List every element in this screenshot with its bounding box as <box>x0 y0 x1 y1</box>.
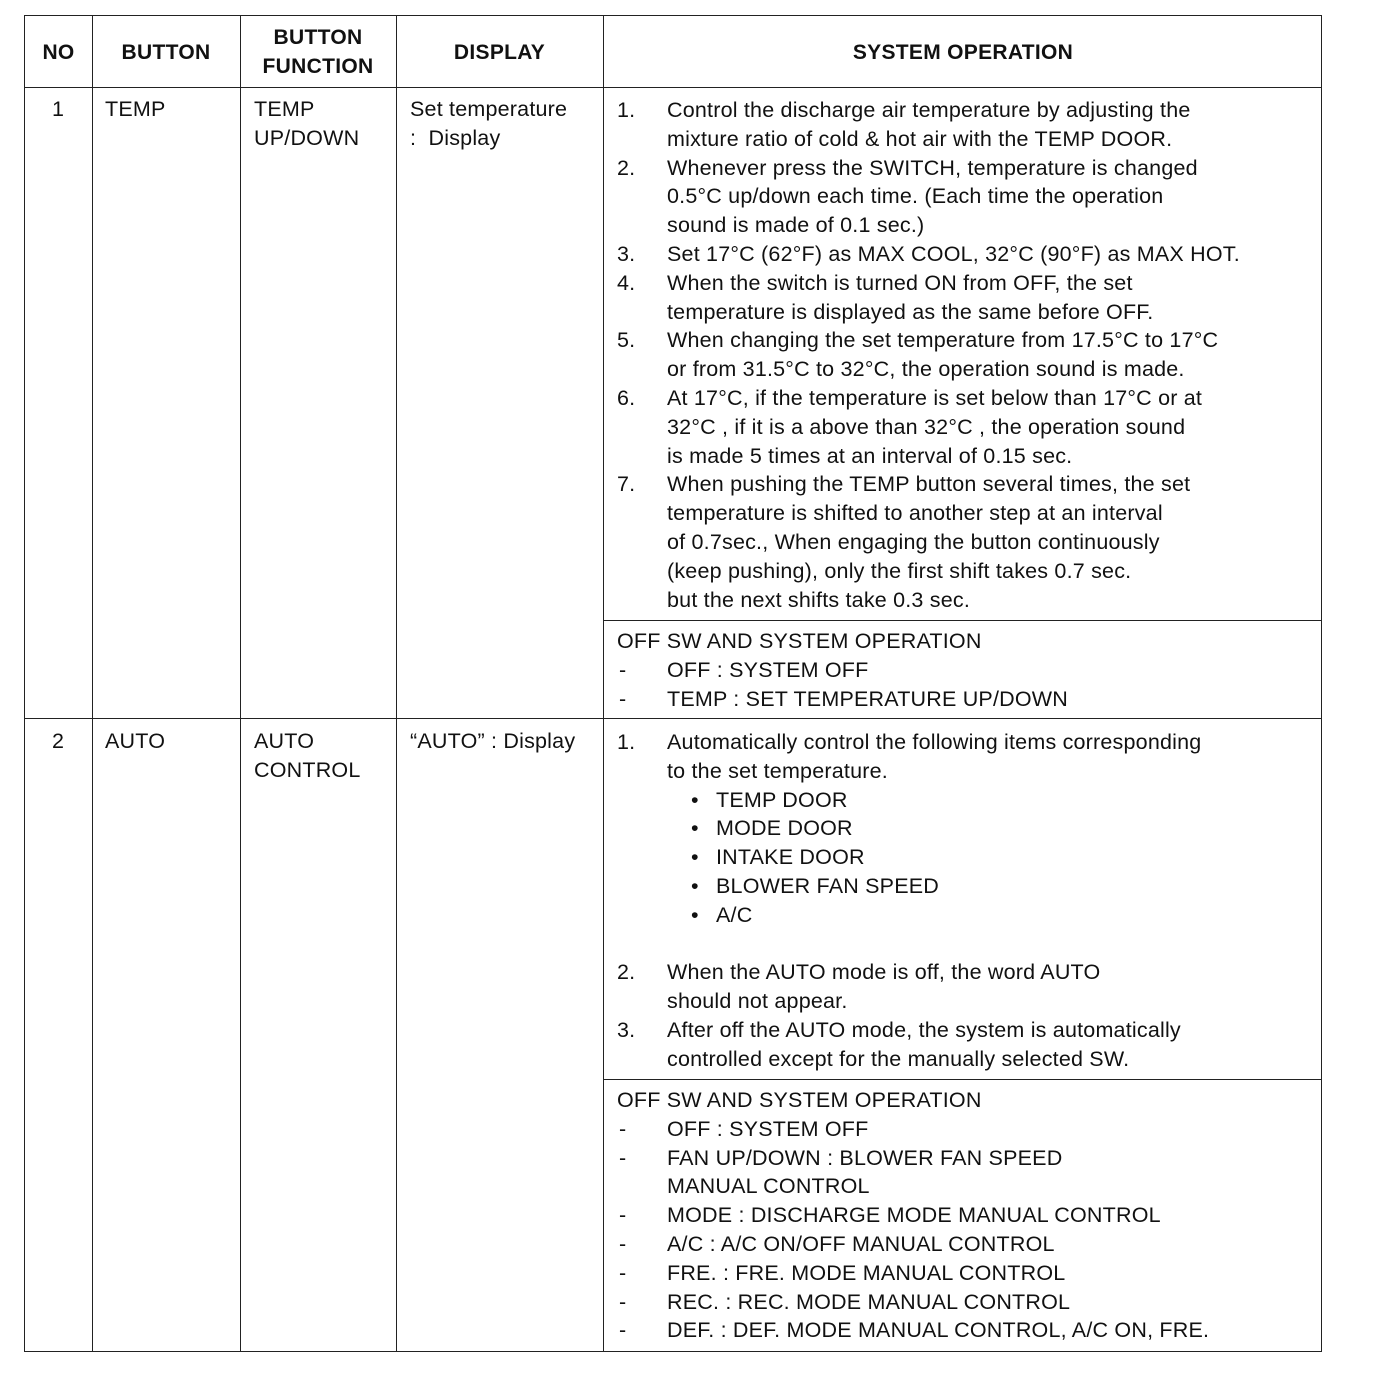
header-button-function: BUTTON FUNCTION <box>262 26 374 78</box>
row1-off-sw-section <box>617 627 1068 713</box>
header-no: NO <box>42 40 75 64</box>
operation-table <box>24 15 1322 1352</box>
col-divider <box>603 16 604 1351</box>
list-item: 1. Control the discharge air temperature by adjusting the mixture ratio of cold & hot air with the TEMP DOOR. <box>617 98 1191 151</box>
off-sw-title: OFF SW AND SYSTEM OPERATION <box>617 629 982 653</box>
list-item: - A/C : A/C ON/OFF MANUAL CONTROL <box>619 1231 1055 1256</box>
list-item: - FAN UP/DOWN : BLOWER FAN SPEED MANUAL CONTROL <box>619 1145 1063 1199</box>
list-item: 7. When pushing the TEMP button several times, the set temperature is shifted to another step at an interval of 0.7sec., When engaging the button continuously (keep pushing), only the first shift takes 0.7 sec. but the next shifts take 0.3 sec. <box>617 472 1191 612</box>
off-sw-list <box>617 656 1068 714</box>
col-divider <box>240 16 241 1351</box>
row2-no: 2 <box>52 729 65 753</box>
row2-function: AUTO CONTROL <box>254 729 361 782</box>
list-item: 4. When the switch is turned ON from OFF, the set temperature is displayed as the same before OFF. <box>617 270 1154 324</box>
list-item: - TEMP : SET TEMPERATURE UP/DOWN <box>619 686 1069 711</box>
off-sw-title: OFF SW AND SYSTEM OPERATION <box>617 1088 982 1112</box>
col-divider <box>396 16 397 1351</box>
off-sw-list <box>617 1115 1209 1345</box>
list-item: 3. After off the AUTO mode, the system is automatically controlled except for the manually selected SW. <box>617 1017 1181 1071</box>
list-item: - DEF. : DEF. MODE MANUAL CONTROL, A/C ON, FRE. <box>619 1318 1210 1343</box>
list-item: - OFF : SYSTEM OFF <box>619 657 869 682</box>
bullet-item: • BLOWER FAN SPEED <box>691 873 940 898</box>
list-item: 2. When the AUTO mode is off, the word AUTO should not appear. <box>617 960 1101 1014</box>
list-item: 3. Set 17°C (62°F) as MAX COOL, 32°C (90°F) as MAX HOT. <box>617 241 1240 266</box>
bullet-item: • TEMP DOOR <box>691 787 848 812</box>
row2-operation-list <box>617 728 1201 1074</box>
row1-operation-list <box>617 96 1240 614</box>
list-item: 1. Automatically control the following items corresponding to the set temperature. • TEMP DOOR • MODE DOOR • INTAKE DOOR • BLOWER FAN SPEED • A/C <box>617 728 1201 958</box>
list-item: - REC. : REC. MODE MANUAL CONTROL <box>619 1289 1071 1314</box>
row1-no: 1 <box>52 97 65 121</box>
list-item: - FRE. : FRE. MODE MANUAL CONTROL <box>619 1260 1066 1285</box>
section-divider <box>603 620 1321 621</box>
list-item: 5. When changing the set temperature from 17.5°C to 17°C or from 31.5°C to 32°C, the operation sound is made. <box>617 328 1219 382</box>
list-item: - MODE : DISCHARGE MODE MANUAL CONTROL <box>619 1203 1161 1228</box>
header-display: DISPLAY <box>453 40 546 64</box>
list-item: - OFF : SYSTEM OFF <box>619 1116 869 1141</box>
bullet-item: • MODE DOOR <box>691 816 853 841</box>
row2-off-sw-section <box>617 1086 1209 1345</box>
list-item: 6. At 17°C, if the temperature is set below than 17°C or at 32°C , if it is a above than 32°C , the operation sound is made 5 times at an interval of 0.15 sec. <box>617 385 1203 468</box>
row1-display: Set temperature : Display <box>410 97 568 150</box>
list-item: 2. Whenever press the SWITCH, temperature is changed 0.5°C up/down each time. (Each time the operation sound is made of 0.1 sec.) <box>617 155 1198 238</box>
row1-function: TEMP UP/DOWN <box>254 97 360 150</box>
header-system-operation: SYSTEM OPERATION <box>852 40 1074 64</box>
col-divider <box>92 16 93 1351</box>
row2-button: AUTO <box>105 729 166 753</box>
row2-display: “AUTO” : Display <box>410 729 576 753</box>
bullet-item: • INTAKE DOOR <box>691 845 865 870</box>
header-button: BUTTON <box>121 40 211 64</box>
row1-button: TEMP <box>105 97 166 121</box>
section-divider <box>603 1079 1321 1080</box>
row-divider <box>25 718 1321 719</box>
bullet-item: • A/C <box>691 902 753 927</box>
